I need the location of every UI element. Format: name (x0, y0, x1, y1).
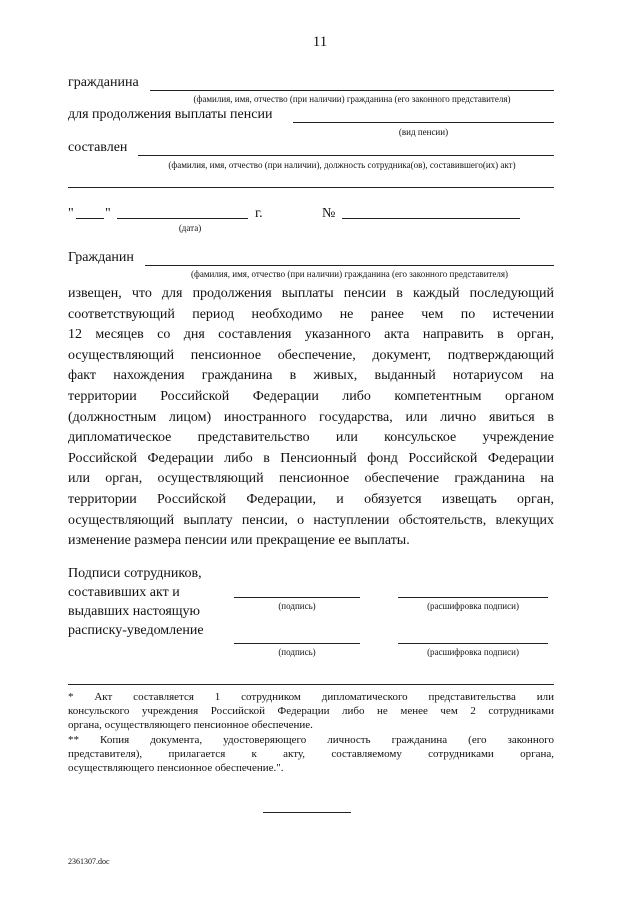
body-line: осуществляющий пенсионное обеспечение, документ, подтверждающий (68, 347, 554, 363)
citizen2-label: Гражданин (68, 250, 134, 265)
body-line: дипломатическое представительство или консульское учреждение (68, 430, 554, 446)
signature-field-2[interactable] (234, 643, 360, 644)
signatures-label-line: составивших акт и (68, 585, 180, 600)
compiled-caption: (фамилия, имя, отчество (при наличии), должность сотрудника(ов), составившего(их) акт) (168, 160, 516, 170)
body-line: соответствующий период необходимо не ранее чем по истечении (68, 306, 554, 322)
compiled-by-field[interactable] (138, 155, 554, 156)
body-line: изменение размера пенсии или прекращение ее выплаты. (68, 533, 410, 549)
body-line: осуществляющий выплату пенсии, о наступлении обстоятельств, влекущих (68, 512, 554, 528)
citizen-name-field[interactable] (150, 90, 554, 91)
body-line: Российской Федерации либо в Пенсионный фонд Российской Федерации (68, 450, 554, 466)
end-rule (263, 812, 351, 813)
date-caption: (дата) (178, 223, 202, 233)
signatures-label-line: расписку-уведомление (68, 623, 204, 638)
body-line: или орган, осуществляющий пенсионное обеспечение гражданина на (68, 471, 554, 487)
date-quote-close: " (105, 206, 111, 221)
signature-caption-2: (подпись) (278, 647, 316, 657)
footnote-separator (68, 684, 554, 685)
footnote-line: представителя), прилагается к акту, составляемому сотрудниками органа, (68, 747, 554, 760)
pension-type-field[interactable] (293, 122, 554, 123)
compiled-by-field-line2[interactable] (68, 187, 554, 188)
compiled-label: составлен (68, 140, 128, 155)
signatures-label-line: Подписи сотрудников, (68, 566, 202, 581)
year-suffix: г. (255, 206, 263, 221)
footnote-line: * Акт составляется 1 сотрудником дипломатического представительства или (68, 691, 554, 703)
decode-caption-2: (расшифровка подписи) (427, 647, 519, 657)
signatures-label (68, 564, 204, 640)
date-day-field[interactable] (76, 218, 104, 219)
signature-field-1[interactable] (234, 597, 360, 598)
body-line: территории Российской Федерации либо компетентным органом (68, 388, 554, 404)
date-quote-open: " (68, 206, 74, 221)
notice-paragraph (68, 284, 554, 552)
document-number-field[interactable] (342, 218, 520, 219)
signature-decode-field-2[interactable] (398, 643, 548, 644)
body-line: (должностным лицом) иностранного государства, или лично явиться в (68, 409, 554, 425)
citizen-caption: (фамилия, имя, отчество (при наличии) гражданина (его законного представителя) (193, 94, 511, 104)
signatures-label-line: выдавших настоящую (68, 604, 201, 619)
footnote-line: осуществляющего пенсионное обеспечение.". (68, 762, 284, 775)
footnote-line: консульского учреждения Российской Федерации либо не менее чем 2 сотрудниками (68, 705, 554, 718)
page-number: 11 (312, 34, 328, 50)
citizen2-name-field[interactable] (145, 265, 554, 266)
pension-caption: (вид пенсии) (398, 127, 449, 137)
body-line: территории Российской Федерации, и обязуется извещать орган, (68, 491, 554, 507)
footnote-line: ** Копия документа, удостоверяющего личность гражданина (его законного (68, 733, 554, 746)
body-line: извещен, что для продолжения выплаты пенсии в каждый последующий (68, 286, 554, 301)
signature-caption-1: (подпись) (278, 601, 316, 611)
footer-doc-id: 2361307.doc (68, 857, 110, 866)
footnote-line: органа, осуществляющего пенсионное обеспечение. (68, 719, 313, 732)
decode-caption-1: (расшифровка подписи) (427, 601, 519, 611)
citizen2-caption: (фамилия, имя, отчество (при наличии) гражданина (его законного представителя) (191, 269, 508, 279)
date-month-year-field[interactable] (117, 218, 248, 219)
body-line: факт нахождения гражданина в живых, выданный нотариусом на (68, 368, 554, 384)
citizen-label: гражданина (68, 75, 139, 90)
pension-label: для продолжения выплаты пенсии (68, 107, 273, 122)
body-line: 12 месяцев со дня составления указанного акта направить в орган, (68, 327, 554, 343)
signature-decode-field-1[interactable] (398, 597, 548, 598)
number-sign: № (322, 206, 336, 221)
footnotes (68, 690, 554, 775)
